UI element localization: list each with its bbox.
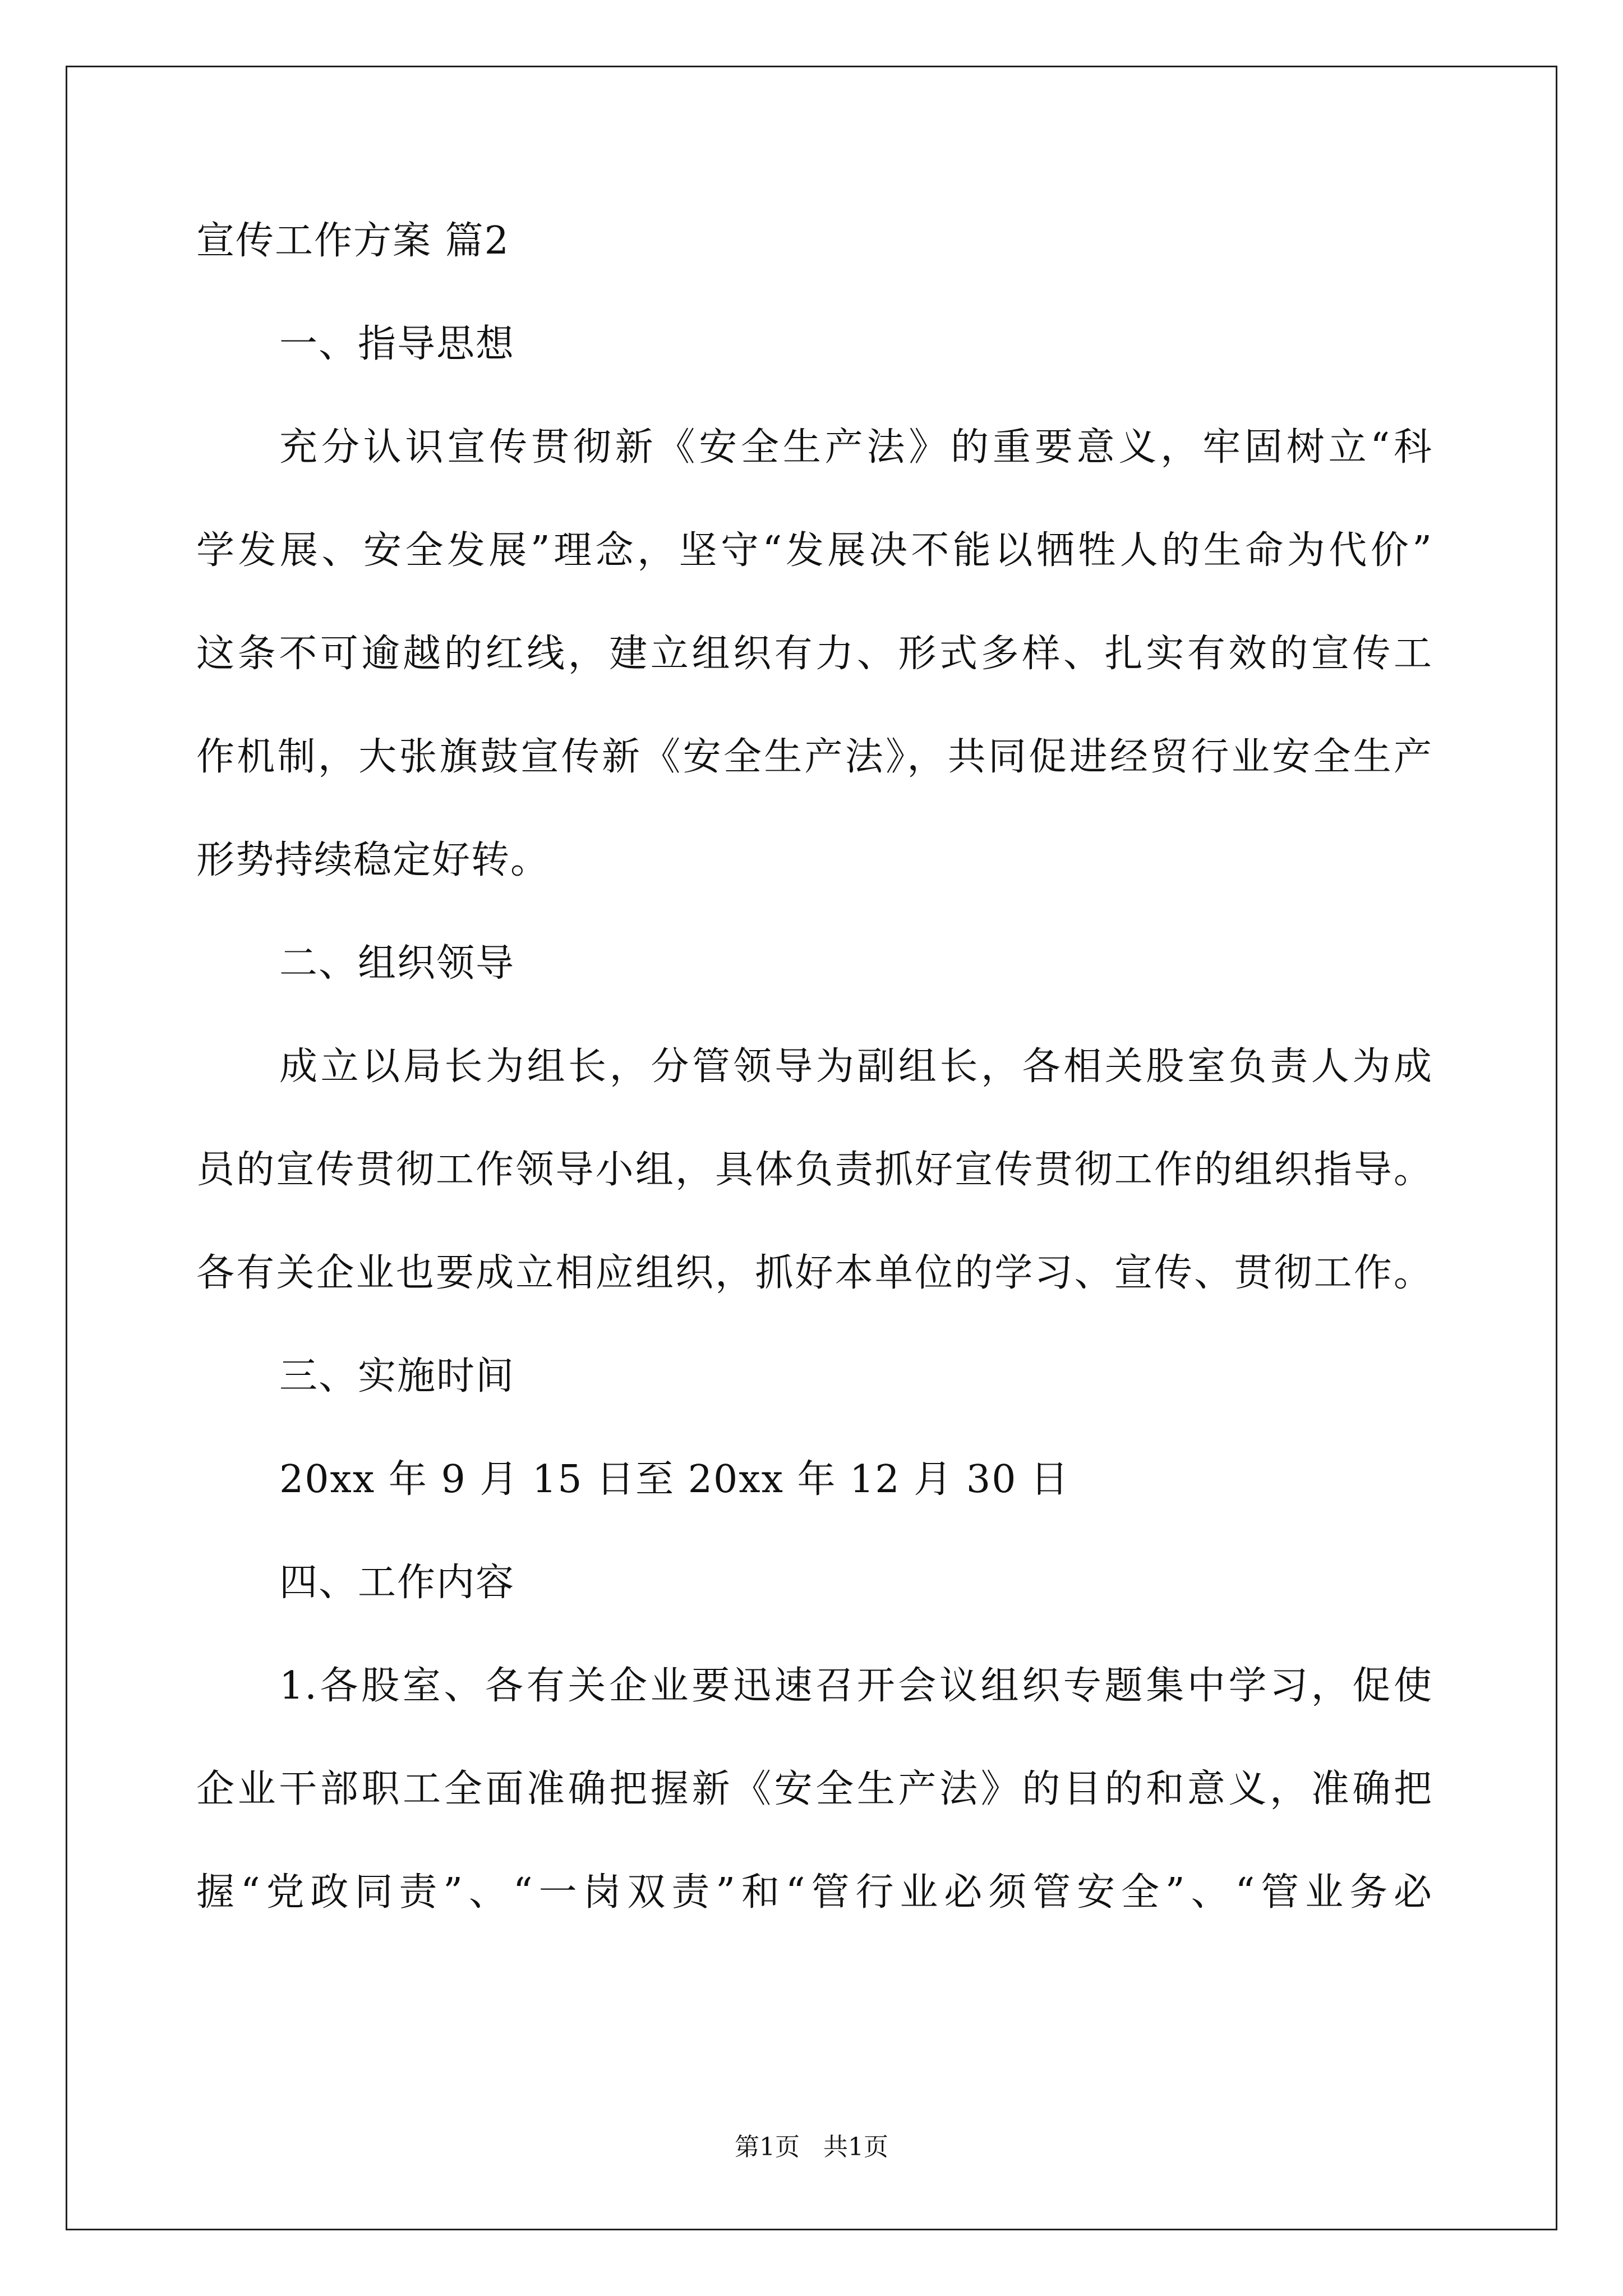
paragraph-line: 成立以局长为组长，分管领导为副组长，各相关股室负责人为成 xyxy=(279,1045,1433,1089)
paragraph-line: 作机制，大张旗鼓宣传新《安全生产法》，共同促进经贸行业安全生产 xyxy=(196,735,1433,779)
document-title: 宣传工作方案 篇2 xyxy=(196,219,510,263)
section-heading-implementation-time: 三、实施时间 xyxy=(279,1354,515,1398)
paragraph-line: 企业干部职工全面准确把握新《安全生产法》的目的和意义，准确把 xyxy=(196,1767,1433,1811)
paragraph-line: 员的宣传贯彻工作领导小组，具体负责抓好宣传贯彻工作的组织指导。 xyxy=(196,1148,1433,1192)
paragraph-line: 学发展、安全发展”理念，坚守“发展决不能以牺牲人的生命为代价” xyxy=(196,528,1433,573)
section-heading-guiding-ideology: 一、指导思想 xyxy=(279,322,515,366)
paragraph-line: 充分认识宣传贯彻新《安全生产法》的重要意义，牢固树立“科 xyxy=(279,425,1433,470)
page-number-footer: 第1页 共1页 xyxy=(735,2133,888,2161)
section-heading-organization: 二、组织领导 xyxy=(279,941,515,986)
paragraph-line: 握“党政同责”、“一岗双责”和“管行业必须管安全”、“管业务必 xyxy=(196,1870,1433,1915)
paragraph-line: 这条不可逾越的红线，建立组织有力、形式多样、扎实有效的宣传工 xyxy=(196,632,1433,676)
section-heading-work-content: 四、工作内容 xyxy=(279,1561,515,1605)
paragraph-line: 1.各股室、各有关企业要迅速召开会议组织专题集中学习，促使 xyxy=(279,1664,1433,1708)
paragraph-line: 各有关企业也要成立相应组织，抓好本单位的学习、宣传、贯彻工作。 xyxy=(196,1251,1433,1295)
date-range: 20xx 年 9 月 15 日至 20xx 年 12 月 30 日 xyxy=(279,1457,1070,1502)
paragraph-line: 形势持续稳定好转。 xyxy=(196,838,550,882)
